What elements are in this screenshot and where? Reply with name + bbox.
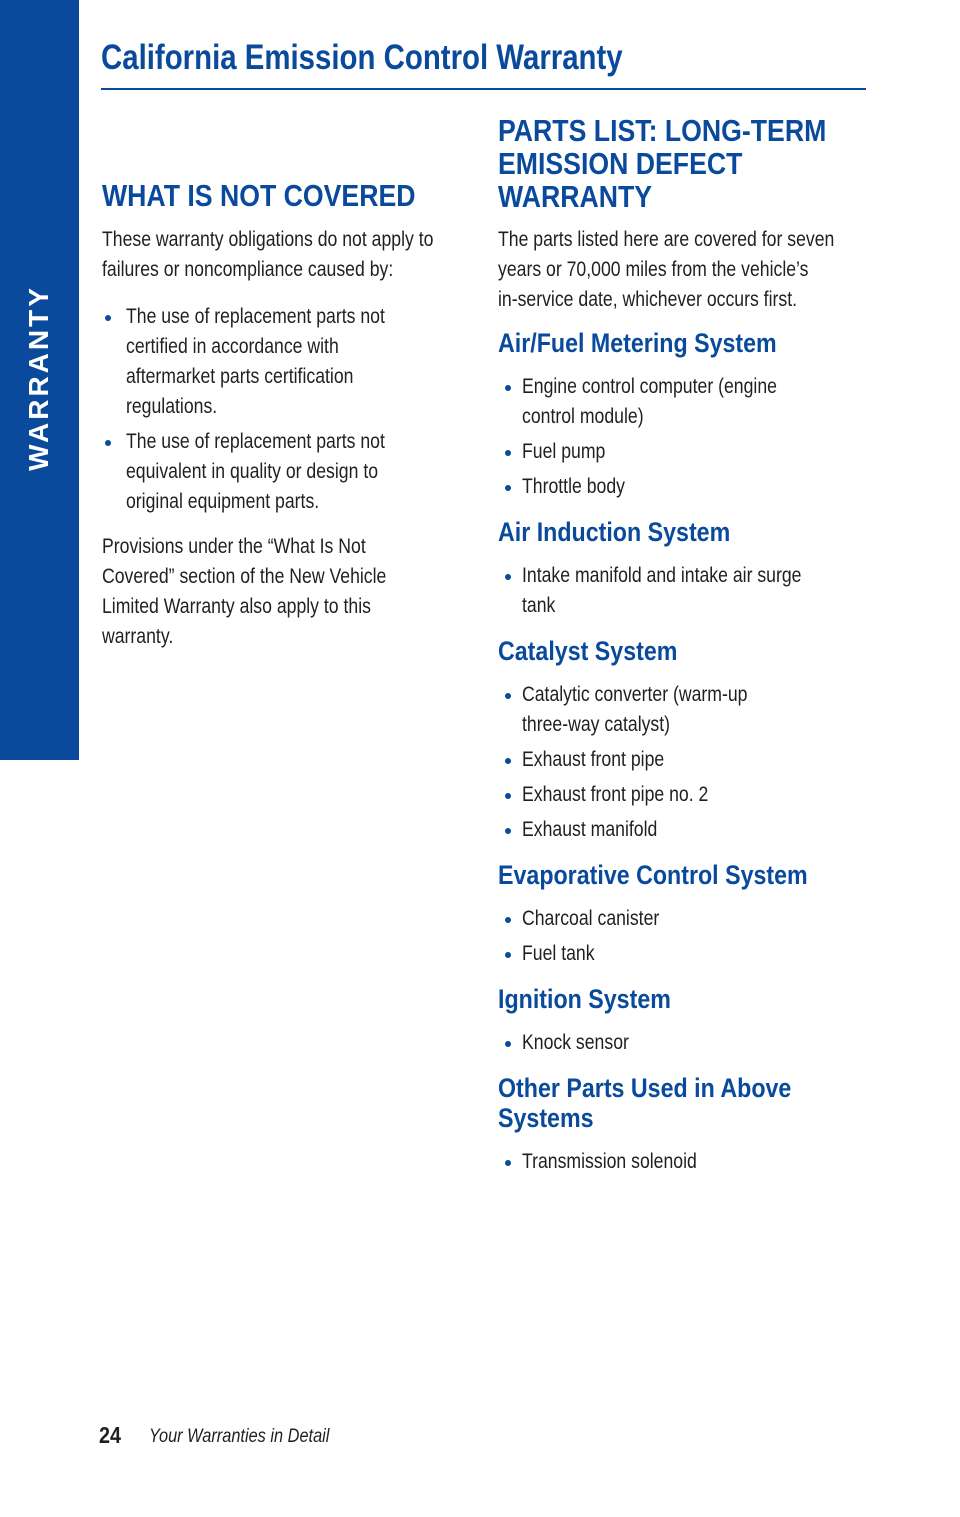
- not-covered-item-line: original equipment parts.: [126, 490, 320, 513]
- not-covered-item-line: The use of replacement parts not: [126, 430, 385, 453]
- part-item-line: three-way catalyst): [522, 713, 671, 736]
- parts-list-intro-line: in-service date, whichever occurs first.: [498, 288, 798, 311]
- not-covered-item-line: certified in accordance with: [126, 335, 339, 358]
- part-item-line: Fuel tank: [522, 942, 595, 965]
- not-covered-intro-line: These warranty obligations do not apply to: [102, 228, 434, 251]
- part-item-line: Exhaust front pipe: [522, 748, 665, 771]
- side-tab-label: WARRANTY: [23, 285, 54, 471]
- provisions-line: warranty.: [102, 625, 174, 648]
- bullet-dot: [505, 793, 511, 799]
- footer-text: Your Warranties in Detail: [149, 1426, 330, 1447]
- bullet-dot: [505, 828, 511, 834]
- not-covered-item-line: equivalent in quality or design to: [126, 460, 379, 483]
- part-item-line: Knock sensor: [522, 1031, 629, 1054]
- parts-list-heading: WARRANTY: [498, 179, 653, 214]
- bullet-dot: [505, 385, 511, 391]
- not-covered-item-line: regulations.: [126, 395, 218, 418]
- bullet-dot: [105, 440, 111, 446]
- part-item-line: Engine control computer (engine: [522, 375, 777, 398]
- bullet-dot: [505, 450, 511, 456]
- provisions-line: Limited Warranty also apply to this: [102, 595, 371, 618]
- parts-list-heading: EMISSION DEFECT: [498, 146, 743, 181]
- not-covered-item-line: aftermarket parts certification: [126, 365, 354, 388]
- not-covered-heading: WHAT IS NOT COVERED: [102, 178, 416, 213]
- page-number: 24: [99, 1422, 122, 1448]
- not-covered-intro-line: failures or noncompliance caused by:: [102, 258, 394, 281]
- bullet-dot: [505, 952, 511, 958]
- part-item-line: Intake manifold and intake air surge: [522, 564, 802, 587]
- bullet-dot: [505, 1160, 511, 1166]
- bullet-dot: [105, 315, 111, 321]
- parts-list-intro-line: The parts listed here are covered for seven: [498, 228, 835, 251]
- system-heading: Catalyst System: [498, 636, 678, 666]
- part-item-line: Exhaust manifold: [522, 818, 658, 841]
- side-tab: [0, 0, 79, 760]
- part-item-line: Charcoal canister: [522, 907, 660, 930]
- bullet-dot: [505, 1041, 511, 1047]
- part-item-line: Catalytic converter (warm-up: [522, 683, 748, 706]
- bullet-dot: [505, 758, 511, 764]
- part-item-line: tank: [522, 594, 556, 617]
- bullet-dot: [505, 574, 511, 580]
- provisions-line: Covered” section of the New Vehicle: [102, 565, 387, 588]
- part-item-line: Exhaust front pipe no. 2: [522, 783, 709, 806]
- part-item-line: Fuel pump: [522, 440, 606, 463]
- part-item-line: Transmission solenoid: [522, 1150, 697, 1173]
- system-heading: Air Induction System: [498, 517, 731, 547]
- provisions-line: Provisions under the “What Is Not: [102, 535, 366, 558]
- bullet-dot: [505, 485, 511, 491]
- system-heading: Evaporative Control System: [498, 860, 808, 890]
- not-covered-item-line: The use of replacement parts not: [126, 305, 385, 328]
- system-heading: Systems: [498, 1103, 594, 1133]
- parts-list-intro-line: years or 70,000 miles from the vehicle’s: [498, 258, 809, 281]
- system-heading: Air/Fuel Metering System: [498, 328, 777, 358]
- bullet-dot: [505, 917, 511, 923]
- system-heading: Ignition System: [498, 984, 671, 1014]
- part-item-line: Throttle body: [522, 475, 625, 498]
- bullet-dot: [505, 693, 511, 699]
- system-heading: Other Parts Used in Above: [498, 1073, 792, 1103]
- part-item-line: control module): [522, 405, 644, 428]
- page-title: California Emission Control Warranty: [101, 38, 623, 77]
- title-divider: [101, 88, 866, 90]
- parts-list-heading: PARTS LIST: LONG-TERM: [498, 113, 827, 148]
